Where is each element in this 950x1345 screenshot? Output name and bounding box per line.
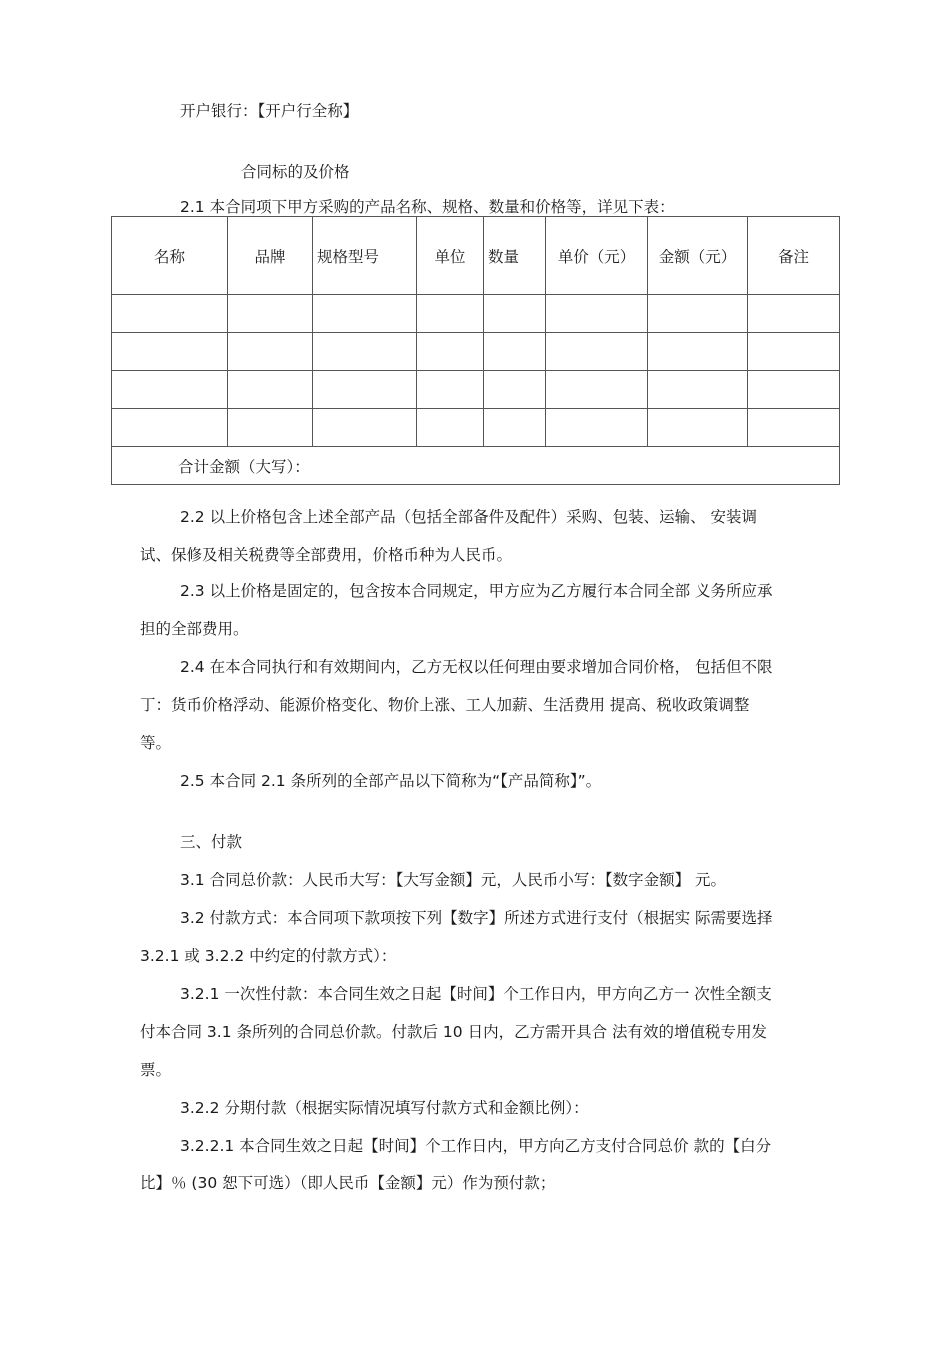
clause-3-2-2: 3.2.2 分期付款（根据实际情况填写付款方式和金额比例）： <box>180 1099 589 1117</box>
clause-3-2-1-line2: 付本合同 3.1 条所列的合同总价款。付款后 10 日内，乙方需开具合 法有效的增值税专用发 <box>140 1023 768 1041</box>
clause-3-2-line1: 3.2 付款方式：本合同项下款项按下列【数字】所述方式进行支付（根据实 际需要选择 <box>180 909 773 927</box>
clause-3-2-2-1-line2: 比】％ (30 恕下可选）（即人民币【金额】元）作为预付款； <box>140 1174 556 1192</box>
clause-3-2-2-1-line1: 3.2.2.1 本合同生效之日起【时间】个工作日内，甲方向乙方支付合同总价 款的【白分 <box>180 1137 772 1155</box>
product-table <box>111 216 840 485</box>
header-quantity: 数量 <box>484 217 546 295</box>
table-row <box>112 371 840 409</box>
clause-2-4-line3: 等。 <box>140 734 172 752</box>
clause-3-2-1-line1: 3.2.1 一次性付款：本合同生效之日起【时间】个工作日内，甲方向乙方一 次性全额支 <box>180 985 772 1003</box>
clause-2-5: 2.5 本合同 2.1 条所列的全部产品以下简称为“【产品简称】”。 <box>180 772 602 790</box>
clause-3-1: 3.1 合同总价款：人民币大写：【大写金额】元，人民币小写：【数字金额】 元。 <box>180 871 727 889</box>
clause-2-4-line1: 2.4 在本合同执行和有效期间内，乙方无权以任何理由要求增加合同价格， 包括但不限 <box>180 658 773 676</box>
table-total-row <box>112 447 840 485</box>
clause-3-2-1-line3: 票。 <box>140 1061 172 1079</box>
header-remarks: 备注 <box>748 217 840 295</box>
clause-2-3-line2: 担的全部费用。 <box>140 620 249 638</box>
total-amount-label: 合计金额（大写）： <box>112 447 840 485</box>
header-spec: 规格型号 <box>313 217 417 295</box>
clause-2-2-line2: 试、保修及相关税费等全部费用，价格币种为人民币。 <box>140 546 513 564</box>
header-amount: 金额（元） <box>648 217 748 295</box>
table-row <box>112 295 840 333</box>
clause-2-1: 2.1 本合同项下甲方采购的产品名称、规格、数量和价格等，详见下表： <box>180 198 675 216</box>
table-header-row <box>112 217 840 295</box>
section2-title: 合同标的及价格 <box>241 163 350 181</box>
table-row <box>112 409 840 447</box>
clause-3-2-line2: 3.2.1 或 3.2.2 中约定的付款方式）： <box>140 947 397 965</box>
table-row <box>112 333 840 371</box>
header-unit-price: 单价（元） <box>546 217 648 295</box>
clause-2-2-line1: 2.2 以上价格包含上述全部产品（包括全部备件及配件）采购、包装、运输、 安装调 <box>180 508 758 526</box>
bank-line: 开户银行：【开户行全称】 <box>180 102 359 120</box>
header-name: 名称 <box>112 217 228 295</box>
section3-title: 三、付款 <box>180 833 243 851</box>
clause-2-4-line2: 丁：货币价格浮动、能源价格变化、物价上涨、工人加薪、生活费用 提高、税收政策调整 <box>140 696 750 714</box>
header-brand: 品牌 <box>228 217 313 295</box>
header-unit: 单位 <box>417 217 484 295</box>
clause-2-3-line1: 2.3 以上价格是固定的，包含按本合同规定，甲方应为乙方履行本合同全部 义务所应承 <box>180 582 773 600</box>
